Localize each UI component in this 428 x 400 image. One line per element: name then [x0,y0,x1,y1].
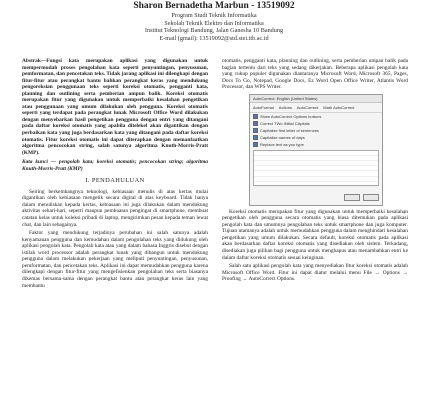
option-row: Replace text as you type [250,141,382,148]
paper-header [0,0,428,42]
checkbox-icon [253,128,258,133]
cancel-button [363,194,379,201]
tab-actions: Actions [278,104,292,110]
keywords: Kata kunci — pengolah kata; koreksi otomatis; pencocokan string; algoritma Knuth-Morris-Pratt (KMP) [22,159,208,172]
option-row: Correct TWo INitial CApitals [250,120,382,127]
autocorrect-dialog-screenshot [249,94,383,206]
dialog-tabs [250,103,382,113]
paragraph: Seiring berkembangnya teknologi, kebiasaan menulis di atas kertas mulai digantikan oleh kebiasaan mengetik secara digital di atas keyboard. Tidak hanya dalam menuliskan kepada kertas, kebiasaan ini juga dilakukan dalam mendukung aktivitas sehari-hari, seperti maupun pembuatan pengingat di smartphone, membuat catatan kelas untuk koleksi pribadi di laptop, mengirimkan pesan kepada teman lewat chat, dan lain sebagainya. [22,188,208,228]
affiliation-line-1: Program Studi Teknik Informatika [171,12,257,19]
paragraph: otomatis, pengganti kata, planning dan outlining, serta pemberian umpan balik pada bagian tertentu dari teks yang sedang dikerjakan. Beberapa aplikasi pengolah kata yang cukup populer digunakan diantaranya Microsoft Word, Microsoft 365, Pages, Docs To Go, Notepad, Google Docs, Ez Word Open Office Writer, Atlantis Word Processor, dan WPS Writer. [222,58,408,91]
right-column [222,58,408,400]
checkbox-icon [253,114,258,119]
option-row: Capitalize names of days [250,134,382,141]
abstract: Abstrak—Fungsi kata merupakan aplikasi yang digunakan untuk mempermudah proses pengolahan kata seperti penyuntingan, penyusunan, pemformatan, dan pencetakan teks. Tidak jarang aplikasi ini dilengkapi dengan fitur-fitur atau perangkat bantu bahkan perangkat keras yang mendukung pengoreksian penggunaan teks seperti koreksi otomatis, pengganti kata, planning dan outlining serta pemberian ampun balik. Koreksi otomatis merupakan fitur yang digunakan untuk memperbaiki kesalahan pengetikan atau penggunaan yang umum dilakukan oleh pengguna. Koreksi otomatis seperti yang terdapat pada perangkat lunak Microsoft Office Word dilakukan dengan menyebarkan hasil pengetikan pengguna dengan entri yang ditangani pada daftar koreksi otomatis yang apabila ditelekel akan digantikan dengan perbaikan kata yang juga berdasarkan kata yang ditangani pada daftar koreksi otomatis. Fitur koreksi otomatis ini dapat diterapkan dengan memanfaatkan algoritma pencocokan string, salah satunya algoritma Knuth-Morris-Pratt (KMP). [22,58,208,156]
replacement-table [253,150,379,186]
option-row: Show AutoCorrect Options buttons [250,113,382,120]
dialog-titlebar: AutoCorrect: English (United States) [250,95,382,103]
section-title: I. PENDAHULUAN [85,177,145,185]
checkbox-icon [253,121,258,126]
two-column-body [22,58,408,400]
affiliation-line-3: Institut Teknologi Bandung, Jalan Ganesha 10 Bandung [144,27,284,35]
tab-math-autocorrect: Math AutoCorrect [323,104,355,110]
paragraph: Faktor yang mendukung terjadinya perubahan ini salah satunya adalah kenyamanan pengguna dan kemudahan dalam pengolahan teks yang didukung oleh aplikasi pengolah kata. Pengolah kata atau yang dalam bahasa Inggris disebut dengan istilah word processor adalah perangkat lunak yang dibangun untuk mendukung pengguna dalam melakukan pekerjaan yang meliputi penyuntingan, penyusunan, pemformatan, dan pencetakan teks. Aplikasi ini dapat memudahkan pengguna karena dilengkapi dengan fitur-fitur yang mengefisienkan pengolahan teks serta biasanya dikemas bersama-sama dengan perangkat bantu atau perangkat keras lain yang membantu [22,230,208,289]
paragraph: Salah satu aplikasi pengolah kata yang menyediakan fitur koreksi otomatis adalah Microsoft Office Word. Fitur ini dapat diatur melalui menu File → Options → Proofing → AutoCorrect Options. [222,263,408,283]
tab-autoformat: AutoFormat [253,104,274,110]
figure [249,94,381,206]
tab-autocorrect: AutoCorrect [296,104,319,110]
left-column [22,58,208,400]
option-row: Capitalize first letter of sentences [250,127,382,134]
ok-button [344,194,360,201]
checkbox-icon [253,142,258,147]
checkbox-icon [253,135,258,140]
affiliation-line-4: E-mail (gmail): 13519092@std.stei.itb.ac.id [159,34,269,42]
paragraph: Koreksi otomatis merupakan fitur yang digunakan untuk memperbaiki kesalahan pengetikan oleh pengguna secara otomatis yang biasa ditemukan pada aplikasi pengolah kata dan umumnya pengolahan teks untuk smartphone dan juga komputer. Tujuan utamanya adalah untuk memudahkan pengguna dalam menghindari kesalahan pengetikan yang umum dilakukan. Secara default, koreksi otomatis pada aplikasi akan berdasarkan daftar koreksi otomatis yang disediakan oleh sistem. Terkadang, disediakan juga pilihan bagi pengguna untuk menghapus atau menambahkan entri ke dalam daftar koreksi otomatis sesuai keinginan. [222,208,408,261]
affiliation-line-2: Sekolah Teknik Elektro dan Informatika [164,19,264,27]
dialog-buttons [342,194,379,202]
author-name: Sharon Bernadetha Marbun - 13519092 [133,1,295,11]
